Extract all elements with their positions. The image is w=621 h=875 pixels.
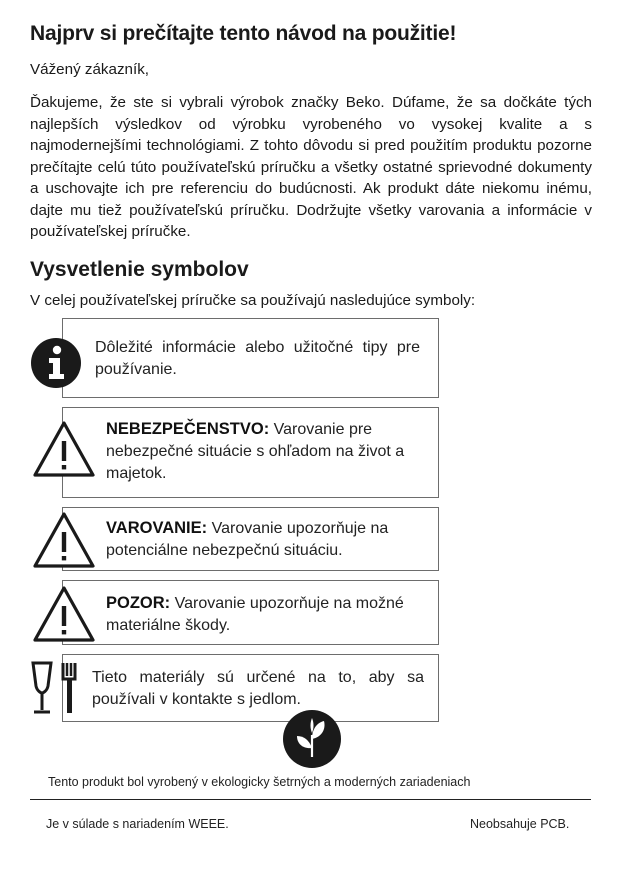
eco-text: Tento produkt bol vyrobený v ekologicky šetrných a moderných zariadeniach bbox=[48, 775, 471, 789]
warning-text: VAROVANIE: Varovanie upozorňuje na potenciálne nebezpečnú situáciu. bbox=[106, 519, 389, 559]
symbols-heading: Vysvetlenie symbolov bbox=[30, 258, 249, 281]
caution-label: POZOR: bbox=[106, 594, 171, 612]
symbols-intro: V celej používateľskej príručke sa používajú nasledujúce symboly: bbox=[30, 292, 476, 309]
intro-paragraph: Ďakujeme, že ste si vybrali výrobok značky Beko. Dúfame, že sa dočkáte tých najlepších výsledkov od výrobku vyrobeného vo vysokej kvalite a s najmodernejšími technológiami. Z tohto dôvodu si pred použitím produktu pozorne prečítajte celú túto používateľskú príručku a všetky ostatné sprievodné dokumenty a uschovajte ich pre referenciu do budúcnosti. Ak produkt dáte niekomu inému, dajte mu tiež používateľskú príručku. Dodržujte všetky varovania a informácie v používateľskej príručke. bbox=[30, 94, 592, 240]
footer-pcb: Neobsahuje PCB. bbox=[470, 817, 570, 831]
info-icon bbox=[29, 336, 83, 390]
glass-fork-icon bbox=[30, 660, 80, 716]
danger-text: NEBEZPEČENSTVO: Varovanie pre nebezpečné situácie s ohľadom na život a majetok. bbox=[106, 420, 405, 482]
danger-label: NEBEZPEČENSTVO: bbox=[106, 420, 270, 438]
footer-divider bbox=[30, 799, 591, 800]
warning-triangle-icon bbox=[31, 584, 97, 644]
info-text: Dôležité informácie alebo užitočné tipy pre používanie. bbox=[95, 339, 420, 378]
salutation: Vážený zákazník, bbox=[30, 61, 150, 78]
leaf-icon bbox=[282, 709, 342, 769]
warning-label: VAROVANIE: bbox=[106, 519, 208, 537]
page-title: Najprv si prečítajte tento návod na použitie! bbox=[30, 22, 457, 45]
warning-triangle-icon bbox=[31, 419, 97, 479]
footer-weee: Je v súlade s nariadením WEEE. bbox=[46, 817, 229, 831]
caution-text: POZOR: Varovanie upozorňuje na možné materiálne škody. bbox=[106, 594, 404, 634]
food-contact-text: Tieto materiály sú určené na to, aby sa používali v kontakte s jedlom. bbox=[92, 669, 424, 708]
warning-triangle-icon bbox=[31, 510, 97, 570]
